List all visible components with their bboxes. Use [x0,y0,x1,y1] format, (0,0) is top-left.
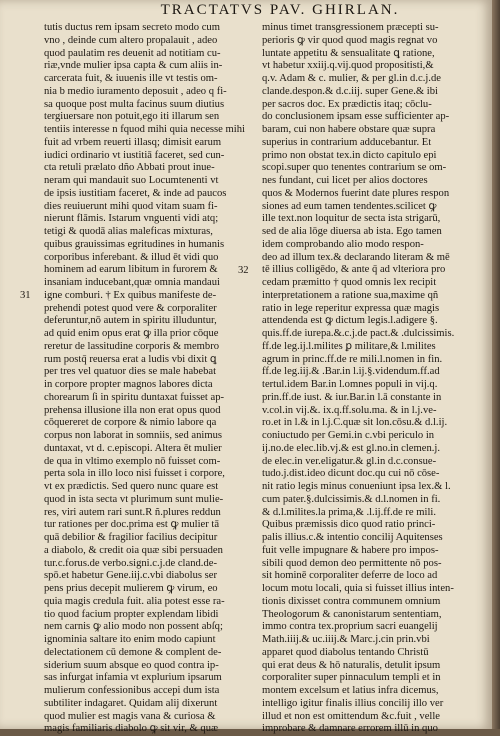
text-line: v.col.in vij.&. ix.q.ff.solu.ma. & in l.j.ve- [262,404,437,416]
text-line: corpus non laborat in somniis, sed animus [44,430,223,441]
text-line: corporaliter super pinnaculum templi et in [262,672,441,684]
text-line: igne comburi. † Ex quibus manifeste de- [44,289,217,301]
text-line: carcerata fuit, & iuuenis ille vt testis om- [44,73,218,84]
text-line: immo contra tex.proprium sacri euangelij [262,621,438,633]
text-line: mulierum confessionibus accepi dum ista [44,685,220,696]
text-line: quia magis credula fuit. alia potest esse ra- [44,595,225,607]
text-line: res, viri autem rari sunt.R ñ.plures reddun [44,506,221,518]
text-line: q.v. Adam & c. mulier, & per gl.in d.c.j.de [262,73,441,84]
text-line: rum postq̄ reuersa erat a ludis vbi dixit ꝗ [44,353,217,365]
text-line: duntaxat, vt d. c.episcopi. Altera ēt mulier [44,442,222,454]
text-line: quod paulatim res deuenit ad notitiam cu- [44,47,221,59]
text-line: neram qui mandauit suo Locumtenenti vt [44,175,219,186]
text-line: de elec.in ver.eligatur.& gl.in d.c.consue- [262,455,437,467]
text-line: idem comprobando alio modo respon- [262,238,424,250]
text-line: deferuntur,nō autem in spiritu illuduntur, [44,315,217,327]
text-line: tutis ductus rem ipsam secreto modo cum [44,22,220,33]
text-line: corporibus inferebant. & illud ēt vidi quo [44,251,219,263]
text-line: improbare & damnare errorem illū in quo [262,723,438,735]
text-line: illud et non est omittendum &c.fuit , velle [262,710,441,722]
text-line: palis illius.c.& intentio concilij Aquitenses [262,532,443,543]
text-line: vt ex prædictis. Sed quero nunc quare est [44,481,219,492]
text-line: hominem ad earum libitum in furorem & [44,264,218,276]
text-line: nia b medio iuramento deposuit , adeo q fi- [44,85,227,97]
text-line: pens prius decepit mulierem ꝙ virum, eo [44,583,218,594]
text-line: tē illius colligēdo, & ante q̄ ad vlteriora pro [262,264,446,276]
text-line: subtiliter indagaret. Quidam alij dixerunt [44,697,218,709]
text-line: Quibus præmissis dico quod ratio princi- [262,519,436,531]
text-line: nes fundant, cui licet per alios doctores [262,175,428,186]
text-line: quā debilior & fragilior facilius decipitur [44,532,218,543]
text-line: tio quod facium propter explendam libidi [44,608,219,620]
text-line: spō.et habetur Gene.iij.c.vbi diabolus ser [44,570,217,582]
text-line: fuit velle impugnare & habere pro impos- [262,544,439,556]
text-line: cedam præmitto † quod omnis lex recipit [262,277,437,288]
text-line: locum motu locali, quia si fuisset illius inten- [262,583,454,594]
text-line: ro.et in l.& in l.j.C.quæ sit lon.cōsu.& d.l.ij. [262,417,448,429]
text-line: ff.de leg.ij.l.milites ꝑ militare,& l.milites [262,340,436,352]
text-line: nit ratio legis minus conueniunt ipsa lex.& l. [262,481,451,492]
text-line: fuit ad vrbem reuerti illasq; dimisit earum [44,136,222,148]
running-title: TRACTATVS PAV. GHIRLAN. [160,2,400,18]
text-line: sibili quod demon deo permittente nō pos- [262,557,442,569]
text-line: chorearum ſi in spiritu duntaxat fuisset ap- [44,391,225,403]
text-line: & d.l.milites.la prima,& .l.ij.ff.de re mili. [262,506,436,518]
text-line: prehendi potest quod vere & corporaliter [44,302,217,314]
text-line: apparet quod diabolus tentando Christū [262,646,429,658]
left-column [44,22,257,735]
text-line: de qua in vltimo exemplo nō fuisset com- [44,455,221,467]
text-line: siones ad eum tamen tendentes.scilicet ꝙ [262,200,437,212]
text-line: ratio in lege reperitur expressa quæ magis [262,302,440,314]
text-line: superius in contrarium adducebantur. Et [262,136,432,148]
text-line: luntate appetitu & sensualitate ꝗ ratione, [262,47,435,59]
text-line: ad quid enim opus erat ꝙ illa prior cōque [44,328,219,339]
text-line: quos & Modernos fuerint date plures respon [262,187,450,199]
text-line: dies reuiuerunt mihi quod vitam suam fi- [44,200,218,212]
text-line: ij.no.de elec.lib.vj.& est gl.no.in clemen.j. [262,442,440,454]
text-line: cōquereret de corpore & nimio labore qa [44,417,217,429]
text-line: agrum in princ.ff.de re mili.l.nomen in fin. [262,353,443,365]
text-line: ignominia saltare ito enim modo capiunt [44,634,216,645]
text-line: per tres vel quatuor dies se male habebat [44,366,217,378]
text-line: quod mulier est magis vana & curiosa & [44,710,216,722]
text-line: vt habetur xxiij.q.vij.quod propositisti,& [262,60,434,72]
text-line: quod in ista secta vt plurimum sunt mulie- [44,493,224,505]
text-line: de ipsis iustitiam faceret, & inde ad paucos [44,187,227,199]
text-line: baram, cui non habere obstare quæ supra [262,124,436,135]
text-line: nierunt flāmis. Istarum vnguenti vidi atq; [44,213,219,225]
text-line: primo non obstat tex.in dicto capitulo epi [262,149,437,161]
text-line: sas infurgat infamia vt explurium ipsarum [44,672,222,684]
text-line: vno , deinde cum altero propalauit , adeo [44,34,218,46]
text-line: tur.c.forus.de verbo.signi.c.j.de cland.de- [44,557,217,569]
text-line: sed de alia lōge diuersa ab ista. Ego tamen [262,226,442,237]
text-line: clande.despon.& d.c.iij. super Gene.& ibi [262,85,438,97]
text-line: qui erat deus & hō naturalis, detulit ipsum [262,659,441,671]
text-line: intelligo igitur finalis illius concilij illo ver [262,697,444,709]
text-line: tetigi & quodā alias maleficas mixturas, [44,226,213,237]
margin-number-right: 32 [238,265,249,276]
text-line: quibus grauissimas egritudines in humanis [44,238,225,250]
text-line: scopi.super quo tenentes contrarium se om- [262,162,447,174]
text-line: Math.iiij.& uc.iiij.& Marc.j.cin prin.vbi [262,634,430,645]
text-line: perta sola in illo loco nisi fuisset i corpore, [44,468,225,480]
text-line: tur rationes per doc.prima est ꝙ mulier tā [44,519,220,531]
text-line: nem carnis ꝙ alio modo non possent abſq; [44,621,223,633]
text-line: prin.ff.de iust. & iur.Bar.in l.ā constante in [262,391,442,403]
margin-number-left: 31 [20,290,31,301]
text-line: coniuctudo per Gemi.in c.vbi periculo in [262,430,435,441]
text-line: perioris ꝙ vir quod quod magis regnat vo [262,34,438,46]
text-line: ff.de leg.iij.& .Bar.in l.ij.§.videndum.ff.ad [262,366,440,378]
text-line: tertul.idem Bar.in l.omnes populi in vij.q. [262,379,438,390]
text-line: sit hominē corporaliter deferre de loco ad [262,570,438,582]
text-line: Theologorum & canonistarum sententiam, [262,608,442,620]
text-line: riæ,vnde mulier ipsa capta & cum aliis in- [44,60,223,72]
text-line: insaniam inducebant,quæ omnia mandaui [44,277,220,288]
text-line: tergiuersare non potuit,ego iti illarum sen [44,111,220,123]
text-line: deo ad illum tex.& declarando literam & mē [262,251,450,263]
text-line: per sacros doc. Ex prædictis itaq; cōclu- [262,98,432,110]
text-line: cta retuli prælato dño Abbati prout inue- [44,162,215,174]
text-line: iudici ordinario vt iustitiā faceret, sed cun- [44,149,225,161]
text-line: attendenda est ꝙ dictum legis.l.adigere §. [262,315,438,327]
text-line: reretur de lassitudine corporis & membro [44,340,220,352]
binding-gutter [492,0,500,729]
text-line: cum pater.§.dulcissimis.& d.l.nomen in fi. [262,493,441,505]
text-line: in corpore propter magnos labores dicta [44,379,213,390]
text-line: do conclusionem ipsam esse sufficienter ap- [262,111,450,123]
right-column [262,22,484,735]
text-line: tudo.j.dist.ideo dicunt doc.qu cui nō cōse- [262,468,440,480]
text-line: delectationem cū demone & complent de- [44,646,222,658]
text-line: minus timet transgressionem præcepti su- [262,22,439,33]
text-line: tentiis interesse n fquod mihi quia necesse mihi [44,124,245,135]
text-line: ille text.non loquitur de secta ista strigarū, [262,213,441,225]
text-line: interpretationem a ratione sua,maxime qñ [262,289,439,301]
text-line: magis familiaris diabolo ꝙ sit vir, & quæ [44,723,219,735]
text-line: prehensa illusione illa non erat opus quod [44,404,221,416]
text-line: a diabolo, & credit oia quæ sibi persuaden [44,544,223,556]
text-line: montem excelsum et latius infra dicemus, [262,685,439,696]
text-line: tionis dixisset contra communem omnium [262,595,441,607]
text-line: siderium suum absque eo quod contra ip- [44,659,219,671]
text-line: sa quoque post multa facinus suum diutius [44,98,225,110]
text-line: quis.ff.de iurepa.&.c.j.de pact.& .dulcissimis. [262,328,455,339]
